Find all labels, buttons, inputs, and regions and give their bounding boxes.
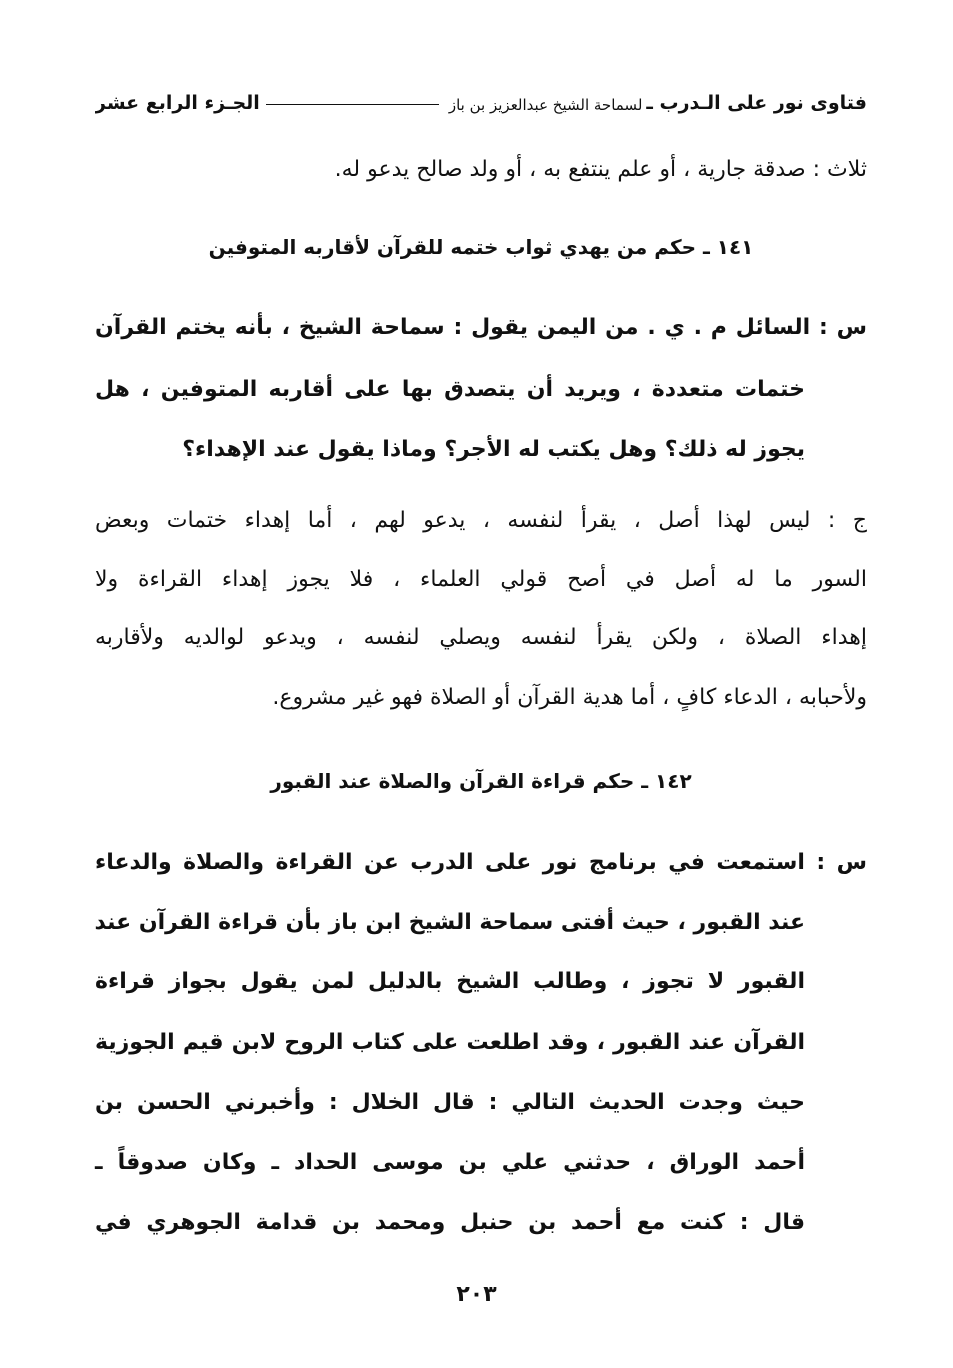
section-141-heading: ١٤١ ـ حكم من يهدي ثواب ختمه للقرآن لأقاربه المتوفين <box>208 235 754 259</box>
volume-label: الجـزء الرابع عشر <box>95 92 260 114</box>
q142-line-4: القرآن عند القبور ، وقد اطلعت على كتاب الروح لابن قيم الجوزية <box>95 1030 805 1055</box>
q141-line-1: س : السائل م . ي . من اليمن يقول : سماحة الشيخ ، بأنه يختم القرآن <box>95 315 867 340</box>
a141-line-4: ولأحبابه ، الدعاء كافٍ ، أما هدية القرآن أو الصلاة فهو غير مشروع. <box>272 685 867 710</box>
header-rule <box>266 104 439 105</box>
book-title: فتاوى نور على الـدرب ـ <box>646 92 867 114</box>
book-author: لسماحة الشيخ عبدالعزيز بن باز <box>448 96 643 114</box>
q142-line-6: أحمد الوراق ، حدثني علي بن موسى الحداد ـ وكان صدوقاً ـ <box>95 1150 805 1175</box>
section-142-heading: ١٤٢ ـ حكم قراءة القرآن والصلاة عند القبور <box>270 769 692 793</box>
q142-line-5: حيث وجدت الحديث التالي : قال الخلال : وأخبرني الحسن بن <box>95 1090 805 1115</box>
q142-line-3: القبور لا تجوز ، وطالب الشيخ بالدليل لمن يقول بجواز قراءة <box>95 969 805 994</box>
q142-line-7: قال : كنت مع أحمد بن حنبل ومحمد بن قدامة الجوهري في <box>95 1210 805 1235</box>
intro-line: ثلاث : صدقة جارية ، أو علم ينتفع به ، أو ولد صالح يدعو له. <box>334 157 867 182</box>
q142-line-2: عند القبور ، حيث أفتى سماحة الشيخ ابن باز بأن قراءة القرآن عند <box>94 910 805 935</box>
a141-line-1: ج : ليس لهذا أصل ، يقرأ لنفسه ، يدعو لهم ، أما إهداء ختمات وبعض <box>95 508 867 533</box>
a141-line-2: السور ما له أصل في أصح قولي العلماء ، فلا يجوز إهداء القراءة ولا <box>95 567 867 592</box>
q141-line-3: يجوز له ذلك؟ وهل يكتب له الأجر؟ وماذا يقول عند الإهداء؟ <box>182 437 805 462</box>
page-number: ٢٠٣ <box>456 1282 497 1307</box>
q141-line-2: ختمات متعددة ، ويريد أن يتصدق بها على أقاربه المتوفين ، هل <box>95 377 805 402</box>
q142-line-1: س : استمعت في برنامج نور على الدرب عن القراءة والصلاة والدعاء <box>95 850 867 875</box>
running-header <box>95 84 867 114</box>
a141-line-3: إهداء الصلاة ، ولكن يقرأ لنفسه ويصلي لنفسه ، ويدعو لوالديه ولأقاربه <box>95 625 867 650</box>
